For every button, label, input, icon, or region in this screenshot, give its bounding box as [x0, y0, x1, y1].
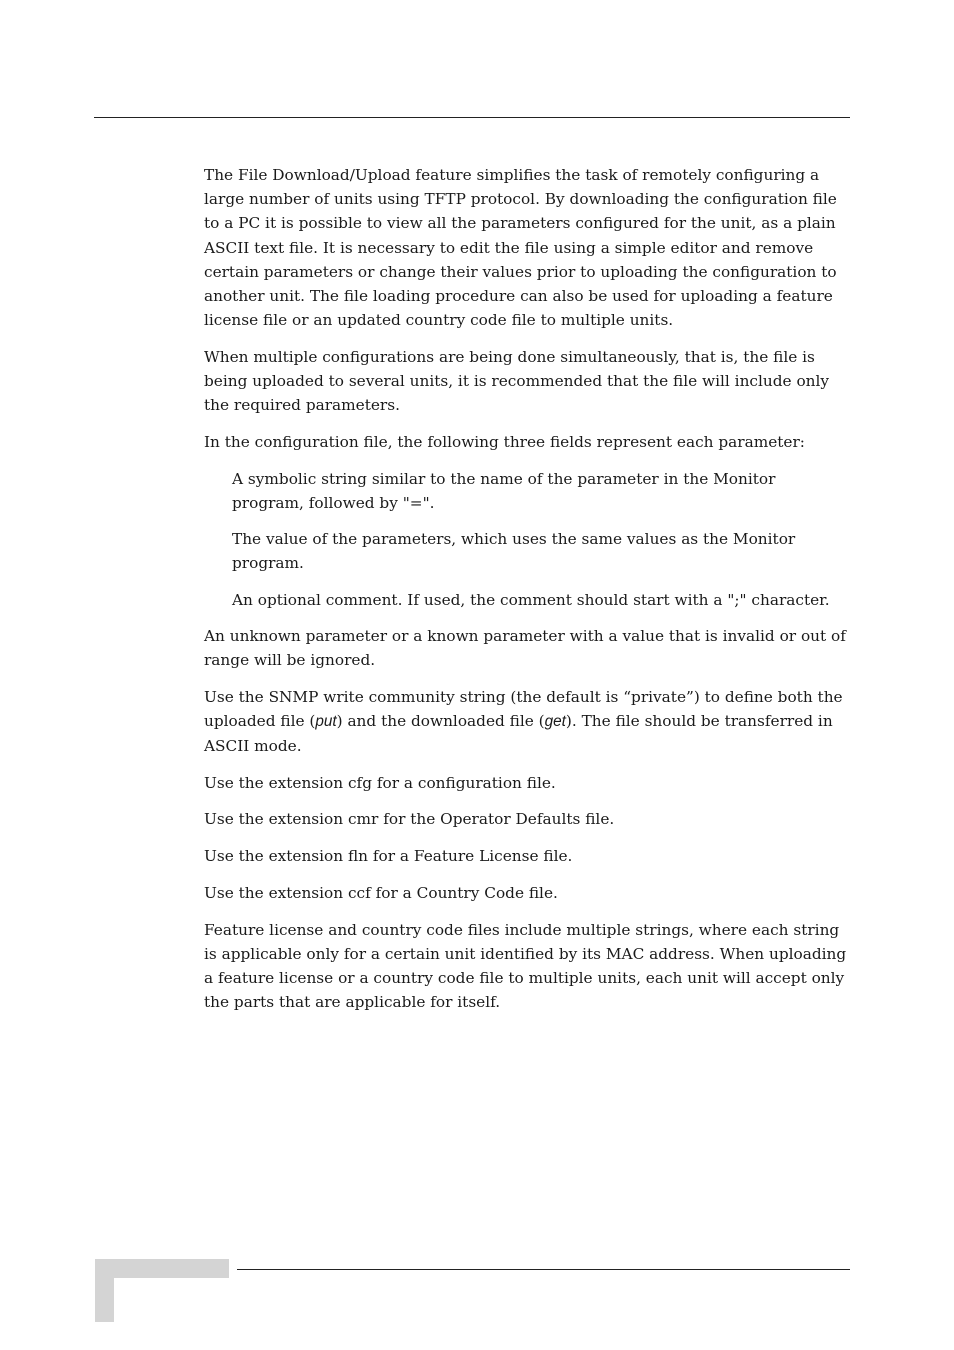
footer-corner-stem: [95, 1259, 114, 1322]
document-body: [204, 163, 849, 1027]
snmp-text-3: ). The file should be transferred in ASCII mode.: [204, 711, 833, 756]
extension-cfg-paragraph: Use the extension cfg for a configuration file.: [204, 773, 556, 792]
extension-fln-paragraph: Use the extension fln for a Feature License file.: [204, 847, 573, 866]
header-rule: [94, 117, 850, 118]
field-item-symbolic-string: A symbolic string similar to the name of the parameter in the Monitor program, followed by "=".: [232, 469, 776, 512]
unknown-parameter-paragraph: An unknown parameter or a known parameter with a value that is invalid or out of range will be ignored.: [204, 626, 846, 669]
put-term: put: [315, 712, 337, 730]
feature-license-paragraph: Feature license and country code files include multiple strings, where each string is applicable only for a certain unit identified by its MAC address. When uploading a feature license or a country code file to multiple units, each unit will accept only the parts that are applicable for itself.: [204, 920, 847, 1012]
field-item-value: The value of the parameters, which uses the same values as the Monitor program.: [232, 530, 796, 573]
footer-rule: [237, 1269, 850, 1270]
intro-paragraph: The File Download/Upload feature simplifies the task of remotely configuring a large number of units using TFTP protocol. By downloading the configuration file to a PC it is possible to view all the parameters configured for the unit, as a plain ASCII text file. It is necessary to edit the file using a simple editor and remove certain parameters or change their values prior to uploading the configuration to another unit. The file loading procedure can also be used for uploading a feature license file or an updated country code file to multiple units.: [204, 166, 837, 330]
snmp-text-1: Use the SNMP write community string (the default is “private”) to define both the uploaded file (: [204, 687, 843, 730]
extension-cmr-paragraph: Use the extension cmr for the Operator Defaults file.: [204, 810, 615, 829]
snmp-paragraph: [204, 685, 849, 759]
footer-corner-bar: [95, 1259, 229, 1278]
get-term: get: [544, 712, 566, 730]
field-item-comment: An optional comment. If used, the comment should start with a ";" character.: [232, 590, 830, 609]
multiple-config-paragraph: When multiple configurations are being done simultaneously, that is, the file is being uploaded to several units, it is recommended that the file will include only the required parameters.: [204, 347, 830, 415]
fields-intro-paragraph: In the configuration file, the following three fields represent each parameter:: [204, 433, 805, 452]
extension-ccf-paragraph: Use the extension ccf for a Country Code file.: [204, 883, 558, 902]
snmp-text-2: ) and the downloaded file (: [336, 711, 545, 730]
